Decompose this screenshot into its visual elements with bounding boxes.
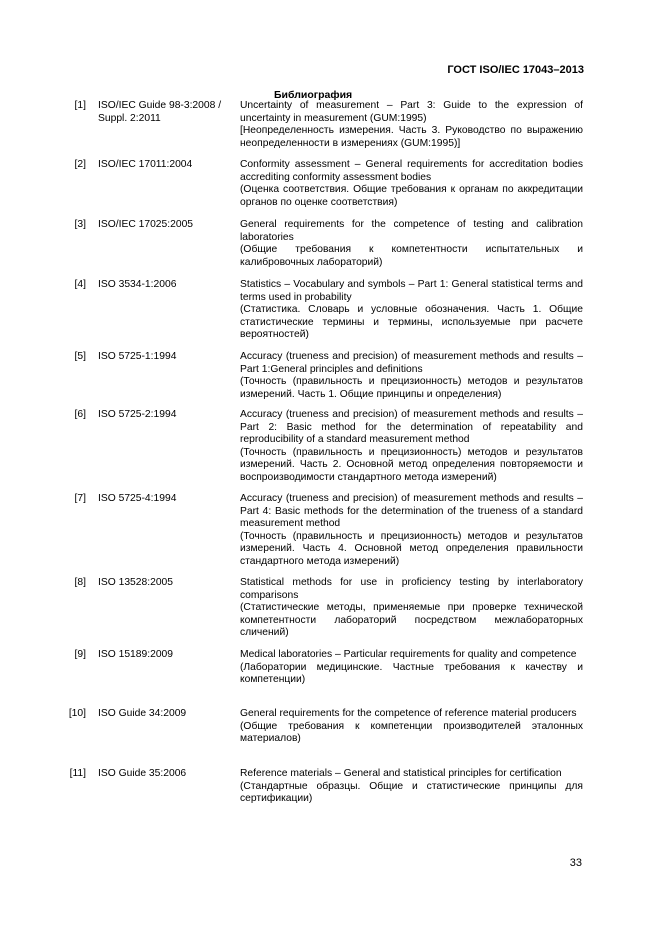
reference-number: [3] <box>74 219 86 230</box>
reference-code: ISO/IEC 17011:2004 <box>98 159 193 170</box>
reference-number: [10] <box>68 708 86 719</box>
reference-number: [4] <box>74 279 86 290</box>
reference-code: ISO 5725-1:1994 <box>98 351 177 362</box>
reference-title-ru: (Оценка соответствия. Общие требования к органам по аккредитации органов по оценке соответствия) <box>240 184 583 208</box>
reference-code: ISO Guide 34:2009 <box>98 708 187 719</box>
reference-description <box>240 351 583 401</box>
reference-description <box>240 219 583 269</box>
reference-code: ISO/IEC 17025:2005 <box>98 219 194 230</box>
reference-title-en: General requirements for the competence of reference material producers <box>240 708 577 719</box>
reference-number: [5] <box>74 351 86 362</box>
document-header: ГОСТ ISO/IEC 17043–2013 <box>447 64 584 76</box>
reference-description <box>240 409 583 485</box>
reference-title-en: Statistical methods for use in proficiency testing by interlaboratory comparisons <box>240 577 583 601</box>
reference-code: ISO Guide 35:2006 <box>98 768 187 779</box>
reference-number: [1] <box>74 100 86 111</box>
bibliography-title: Библиография <box>274 89 353 101</box>
reference-code: ISO 5725-4:1994 <box>98 493 177 504</box>
reference-description <box>240 100 583 150</box>
reference-title-en: Accuracy (trueness and precision) of measurement methods and results – Part 2: Basic method for the determination of repeatability and reproducibility of a standard measurement method <box>240 409 583 446</box>
reference-code: ISO 15189:2009 <box>98 649 173 660</box>
reference-title-en: Uncertainty of measurement – Part 3: Guide to the expression of uncertainty in measurement (GUM:1995) <box>240 100 583 124</box>
reference-number: [9] <box>74 649 86 660</box>
reference-description <box>240 768 583 806</box>
reference-number: [6] <box>74 409 86 420</box>
reference-description <box>240 708 583 746</box>
reference-title-en: Conformity assessment – General requirements for accreditation bodies accrediting conformity assessment bodies <box>240 159 583 183</box>
reference-title-en: Medical laboratories – Particular requirements for quality and competence <box>240 649 577 660</box>
reference-title-ru: (Лаборатории медицинские. Частные требования к качеству и компетенции) <box>240 661 583 686</box>
reference-code: ISO 3534-1:2006 <box>98 279 177 290</box>
reference-number: [7] <box>74 493 86 504</box>
reference-title-en: General requirements for the competence of testing and calibration laboratories <box>240 219 583 243</box>
reference-code: ISO 13528:2005 <box>98 577 173 588</box>
reference-title-ru: [Неопределенность измерения. Часть 3. Руководство по выражению неопределенности в измерениях (GUM:1995)] <box>240 125 583 149</box>
reference-title-ru: (Точность (правильность и прецизионность) методов и результатов измерений. Часть 2. Основной метод определения повторяемости и воспроизводимости стандартного метода измерений) <box>240 446 583 483</box>
reference-title-en: Reference materials – General and statistical principles for certification <box>240 768 562 779</box>
reference-description <box>240 649 583 687</box>
reference-code: ISO 5725-2:1994 <box>98 409 177 420</box>
reference-number: [11] <box>69 768 86 779</box>
reference-description <box>240 159 583 209</box>
page-number: 33 <box>569 857 582 869</box>
reference-number: [8] <box>74 577 86 588</box>
reference-title-ru: (Статистические методы, применяемые при проверке технической компетентности лабораторий посредством межлабораторных сличений) <box>240 602 583 639</box>
reference-title-ru: (Стандартные образцы. Общие и статистические принципы для сертификации) <box>240 780 583 805</box>
reference-title-en: Accuracy (trueness and precision) of measurement methods and results – Part 1:General principles and definitions <box>240 351 583 375</box>
reference-description <box>240 279 583 342</box>
reference-title-ru: (Точность (правильность и прецизионность) методов и результатов измерений. Часть 4. Основной метод определения правильности стандартного метода измерений) <box>240 530 583 567</box>
reference-description <box>240 493 583 569</box>
reference-description <box>240 577 583 640</box>
reference-title-ru: (Общие требования к компетенции производителей эталонных материалов) <box>240 720 583 745</box>
reference-code: ISO/IEC Guide 98-3:2008 / Suppl. 2:2011 <box>98 100 222 124</box>
reference-title-en: Statistics – Vocabulary and symbols – Part 1: General statistical terms and terms used in probability <box>240 279 583 303</box>
reference-title-ru: (Точность (правильность и прецизионность) методов и результатов измерений. Часть 1. Общие принципы и определения) <box>240 376 583 400</box>
reference-title-ru: (Статистика. Словарь и условные обозначения. Часть 1. Общие статистические термины и термины, используемые при расчете вероятностей) <box>240 304 583 341</box>
reference-title-ru: (Общие требования к компетентности испытательных и калибровочных лабораторий) <box>240 244 583 268</box>
reference-number: [2] <box>74 159 86 170</box>
reference-title-en: Accuracy (trueness and precision) of measurement methods and results – Part 4: Basic methods for the determination of the trueness of a standard measurement method <box>240 493 583 530</box>
